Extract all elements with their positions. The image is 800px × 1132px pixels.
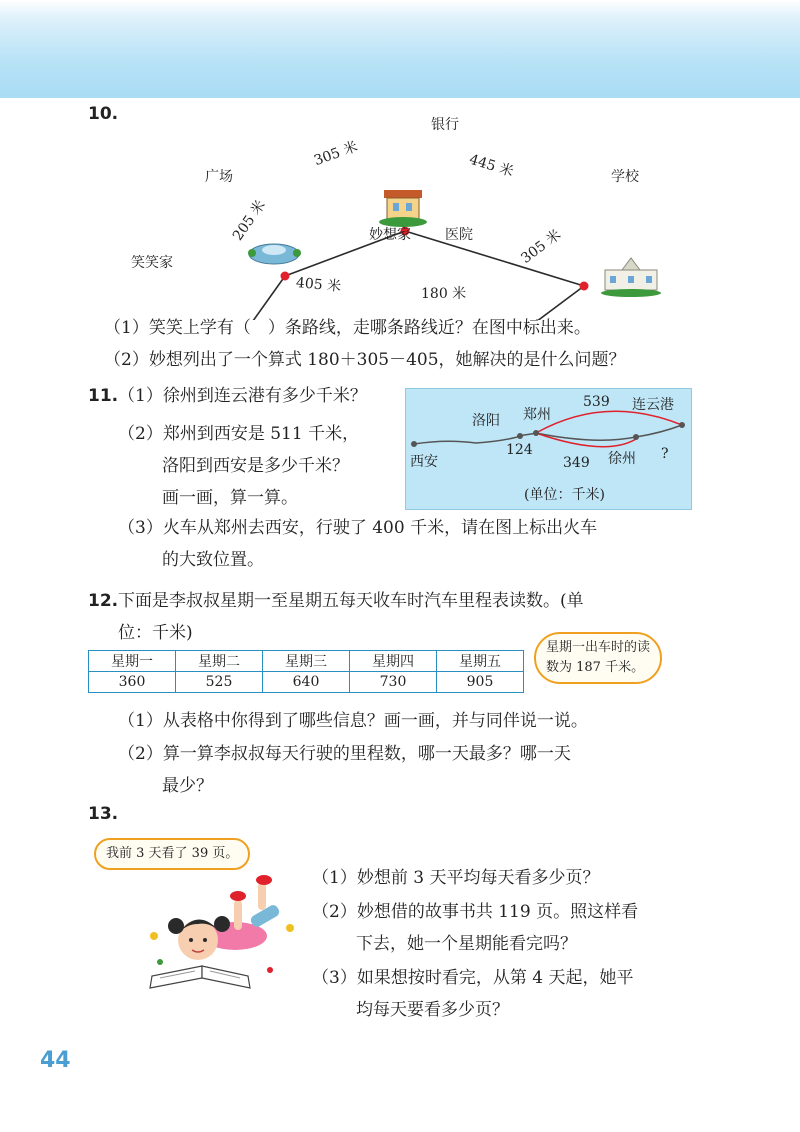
table-header-cell: 星期五 bbox=[437, 651, 524, 672]
q13-sub2-line2: 下去，她一个星期能看完吗？ bbox=[356, 934, 577, 954]
table-header-row bbox=[89, 651, 524, 672]
label-xuzhou: 徐州 bbox=[608, 451, 636, 467]
q10-route-map bbox=[0, 90, 800, 320]
bubble-line2: 数为 187 千米。 bbox=[546, 660, 645, 675]
node-luoyang bbox=[517, 433, 523, 439]
odometer-table bbox=[88, 650, 524, 693]
q12-speech-bubble bbox=[534, 632, 662, 684]
node-square bbox=[281, 272, 290, 281]
label-124: 124 bbox=[506, 442, 533, 458]
table-header-cell: 星期四 bbox=[350, 651, 437, 672]
q13-number: 13. bbox=[88, 804, 119, 824]
q11-sub2-line1: （2）郑州到西安是 511 千米， bbox=[118, 424, 360, 444]
page-number: 44 bbox=[40, 1048, 71, 1073]
q11-sub2-line3: 画一画，算一算。 bbox=[162, 488, 298, 508]
q13-speech-bubble bbox=[94, 838, 250, 870]
dist-hospital-school: 305 米 bbox=[518, 226, 565, 267]
label-square: 广场 bbox=[205, 169, 233, 185]
q13-sub1: （1）妙想前 3 天平均每天看多少页？ bbox=[312, 868, 600, 888]
label-xian: 西安 bbox=[410, 454, 438, 470]
table-value-cell: 525 bbox=[176, 672, 263, 693]
q11-sub3-line1: （3）火车从郑州去西安，行驶了 400 千米，请在图上标出火车 bbox=[118, 518, 598, 538]
q11-sub1: （1）徐州到连云港有多少千米？ bbox=[118, 386, 367, 406]
q10-sub2: （2）妙想列出了一个算式 180＋305－405，她解决的是什么问题？ bbox=[104, 350, 626, 370]
dist-home-miaoxiang: 405 米 bbox=[295, 275, 342, 295]
table-value-cell: 730 bbox=[350, 672, 437, 693]
node-lianyungang bbox=[679, 422, 685, 428]
label-xiaoxiao-home: 笑笑家 bbox=[131, 255, 173, 271]
label-zhengzhou: 郑州 bbox=[523, 407, 551, 423]
plaza-icon bbox=[248, 244, 301, 264]
dist-miaoxiang-hospital: 180 米 bbox=[421, 286, 467, 302]
label-school: 学校 bbox=[611, 169, 639, 185]
q12-intro-line2: 位：千米) bbox=[118, 623, 193, 643]
q11-number: 11. bbox=[88, 386, 119, 406]
girl-reading-illustration bbox=[140, 870, 310, 1000]
label-lianyungang: 连云港 bbox=[632, 397, 674, 413]
label-bank: 银行 bbox=[431, 117, 459, 133]
node-xuzhou bbox=[633, 434, 639, 440]
school-icon bbox=[601, 258, 661, 297]
q11-sub3-line2: 的大致位置。 bbox=[162, 550, 264, 570]
q11-sub2-line2: 洛阳到西安是多少千米？ bbox=[162, 456, 349, 476]
table-value-cell: 905 bbox=[437, 672, 524, 693]
label-miaoxiang-home: 妙想家 bbox=[369, 227, 411, 243]
bank-icon bbox=[379, 190, 427, 227]
q12-sub1: （1）从表格中你得到了哪些信息？画一画，并与同伴说一说。 bbox=[118, 711, 588, 731]
label-hospital: 医院 bbox=[445, 227, 473, 243]
dist-home-square: 205 米 bbox=[229, 197, 269, 244]
table-header-cell: 星期一 bbox=[89, 651, 176, 672]
q13-sub2-line1: （2）妙想借的故事书共 119 页。照这样看 bbox=[312, 902, 639, 922]
q13-bubble-text: 我前 3 天看了 39 页。 bbox=[106, 846, 239, 861]
q13-sub3-line1: （3）如果想按时看完，从第 4 天起，她平 bbox=[312, 968, 634, 988]
label-349: 349 bbox=[563, 455, 590, 471]
q12-intro-line1: 下面是李叔叔星期一至星期五每天收车时汽车里程表读数。(单 bbox=[118, 591, 584, 611]
book-icon bbox=[150, 966, 250, 988]
label-539: 539 bbox=[583, 394, 610, 410]
header-band bbox=[0, 0, 800, 98]
dist-bank-school: 445 米 bbox=[467, 151, 516, 181]
label-luoyang: 洛阳 bbox=[472, 413, 500, 429]
node-zhengzhou bbox=[533, 430, 539, 436]
q13-sub3-line2: 均每天要看多少页？ bbox=[356, 1000, 509, 1020]
q12-sub2-line1: （2）算一算李叔叔每天行驶的里程数，哪一天最多？哪一天 bbox=[118, 744, 571, 764]
table-header-cell: 星期三 bbox=[263, 651, 350, 672]
label-question: ? bbox=[661, 446, 669, 462]
q10-number: 10. bbox=[88, 104, 119, 124]
table-header-cell: 星期二 bbox=[176, 651, 263, 672]
label-unit: (单位：千米) bbox=[524, 487, 605, 503]
table-value-cell: 360 bbox=[89, 672, 176, 693]
q10-sub1: （1）笑笑上学有（ ）条路线，走哪条路线近？在图中标出来。 bbox=[104, 318, 591, 338]
table-value-row bbox=[89, 672, 524, 693]
dist-square-bank: 305 米 bbox=[311, 138, 360, 170]
node-xian bbox=[411, 441, 417, 447]
node-school bbox=[580, 282, 589, 291]
railway-map-box bbox=[405, 388, 692, 510]
bubble-line1: 星期一出车时的读 bbox=[546, 640, 651, 655]
table-value-cell: 640 bbox=[263, 672, 350, 693]
q12-sub2-line2: 最少？ bbox=[162, 776, 213, 796]
q12-number: 12. bbox=[88, 591, 119, 611]
